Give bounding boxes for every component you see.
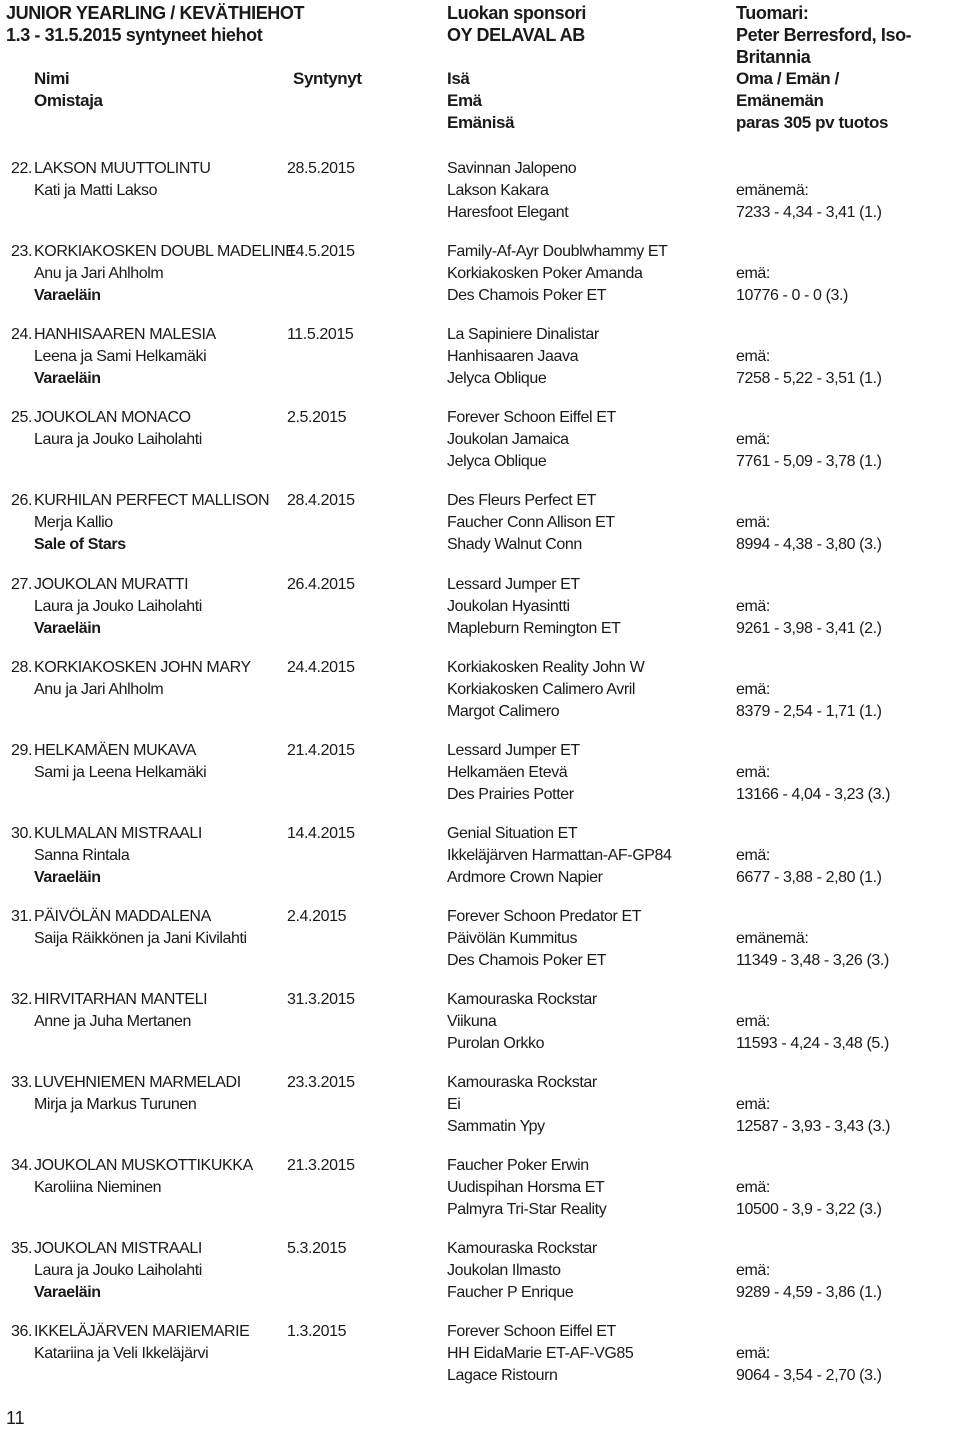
col-header-sire: Isä <box>447 69 470 88</box>
dams-sire-name: Des Chamois Poker ET <box>447 952 607 969</box>
sale-status: Varaeläin <box>34 287 101 304</box>
owner-name: Leena ja Sami Helkamäki <box>34 348 207 365</box>
sire-name: Kamouraska Rockstar <box>447 991 597 1008</box>
animal-name: IKKELÄJÄRVEN MARIEMARIE <box>34 1323 250 1340</box>
production-record: 10500 - 3,9 - 3,22 (3.) <box>736 1201 882 1218</box>
col-header-owner: Omistaja <box>34 91 103 110</box>
entry-row <box>0 657 960 727</box>
dams-sire-name: Jelyca Oblique <box>447 453 547 470</box>
sale-status: Sale of Stars <box>34 536 126 553</box>
dams-sire-name: Des Prairies Potter <box>447 786 574 803</box>
dam-name: Helkamäen Etevä <box>447 764 568 781</box>
sponsor-block <box>447 2 586 46</box>
production-record: 9289 - 4,59 - 3,86 (1.) <box>736 1284 882 1301</box>
production-record: 7761 - 5,09 - 3,78 (1.) <box>736 453 882 470</box>
sire-name: Kamouraska Rockstar <box>447 1240 597 1257</box>
owner-name: Karoliina Nieminen <box>34 1179 162 1196</box>
entry-number: 22. <box>11 160 33 177</box>
col-header-record-1: Oma / Emän / <box>736 69 839 88</box>
entry-number: 28. <box>11 659 33 676</box>
production-record: 9064 - 3,54 - 2,70 (3.) <box>736 1367 882 1384</box>
col-header-pedigree <box>447 68 514 134</box>
dams-sire-name: Shady Walnut Conn <box>447 536 582 553</box>
col-header-born <box>293 68 362 90</box>
class-title: JUNIOR YEARLING / KEVÄTHIEHOT <box>6 3 305 23</box>
col-header-dam: Emä <box>447 91 482 110</box>
owner-name: Katariina ja Veli Ikkeläjärvi <box>34 1345 209 1362</box>
dam-name: HH EidaMarie ET-AF-VG85 <box>447 1345 634 1362</box>
birth-date: 5.3.2015 <box>287 1240 347 1257</box>
production-record: 9261 - 3,98 - 3,41 (2.) <box>736 620 882 637</box>
entry-number: 36. <box>11 1323 33 1340</box>
animal-name: HANHISAAREN MALESIA <box>34 326 216 343</box>
birth-date: 31.3.2015 <box>287 991 355 1008</box>
owner-name: Kati ja Matti Lakso <box>34 182 158 199</box>
record-label: emä: <box>736 847 770 864</box>
sale-status: Varaeläin <box>34 869 101 886</box>
dams-sire-name: Jelyca Oblique <box>447 370 547 387</box>
entry-row <box>0 906 960 976</box>
entry-row <box>0 490 960 560</box>
record-label: emä: <box>736 681 770 698</box>
animal-name: JOUKOLAN MUSKOTTIKUKKA <box>34 1157 253 1174</box>
production-record: 6677 - 3,88 - 2,80 (1.) <box>736 869 882 886</box>
production-record: 8994 - 4,38 - 3,80 (3.) <box>736 536 882 553</box>
dams-sire-name: Mapleburn Remington ET <box>447 620 621 637</box>
production-record: 11349 - 3,48 - 3,26 (3.) <box>736 952 889 969</box>
sire-name: Forever Schoon Eiffel ET <box>447 1323 616 1340</box>
entry-number: 31. <box>11 908 33 925</box>
birth-date: 14.5.2015 <box>287 243 355 260</box>
entry-row <box>0 324 960 394</box>
owner-name: Laura ja Jouko Laiholahti <box>34 598 202 615</box>
col-header-dams-sire: Emänisä <box>447 113 515 132</box>
record-label: emä: <box>736 265 770 282</box>
dam-name: Korkiakosken Calimero Avril <box>447 681 636 698</box>
entry-number: 23. <box>11 243 33 260</box>
entry-row <box>0 989 960 1059</box>
owner-name: Anu ja Jari Ahlholm <box>34 265 164 282</box>
birth-date: 2.5.2015 <box>287 409 347 426</box>
entry-row <box>0 740 960 810</box>
sire-name: Korkiakosken Reality John W <box>447 659 645 676</box>
record-label: emä: <box>736 1262 770 1279</box>
dam-name: Ikkeläjärven Harmattan-AF-GP84 <box>447 847 672 864</box>
entry-number: 34. <box>11 1157 33 1174</box>
dams-sire-name: Ardmore Crown Napier <box>447 869 603 886</box>
dams-sire-name: Sammatin Ypy <box>447 1118 545 1135</box>
record-label: emä: <box>736 1179 770 1196</box>
dam-name: Joukolan Hyasintti <box>447 598 570 615</box>
entry-row <box>0 574 960 644</box>
class-dates: 1.3 - 31.5.2015 syntyneet hiehot <box>6 25 263 45</box>
record-label: emä: <box>736 764 770 781</box>
owner-name: Saija Räikkönen ja Jani Kivilahti <box>34 930 247 947</box>
dam-name: Päivölän Kummitus <box>447 930 578 947</box>
birth-date: 21.3.2015 <box>287 1157 355 1174</box>
entry-number: 29. <box>11 742 33 759</box>
sale-status: Varaeläin <box>34 1284 101 1301</box>
production-record: 7258 - 5,22 - 3,51 (1.) <box>736 370 882 387</box>
sponsor-label: Luokan sponsori <box>447 3 587 23</box>
col-header-record-2: Emänemän <box>736 91 824 110</box>
birth-date: 24.4.2015 <box>287 659 355 676</box>
owner-name: Sami ja Leena Helkamäki <box>34 764 207 781</box>
dams-sire-name: Lagace Ristourn <box>447 1367 558 1384</box>
production-record: 11593 - 4,24 - 3,48 (5.) <box>736 1035 889 1052</box>
dam-name: Korkiakosken Poker Amanda <box>447 265 643 282</box>
entry-number: 32. <box>11 991 33 1008</box>
judge-name: Peter Berresford, Iso-Britannia <box>736 25 912 67</box>
class-title-block <box>6 2 304 46</box>
owner-name: Anne ja Juha Mertanen <box>34 1013 192 1030</box>
col-header-name-owner <box>34 68 103 112</box>
record-label: emänemä: <box>736 182 809 199</box>
sire-name: Forever Schoon Predator ET <box>447 908 642 925</box>
entry-number: 35. <box>11 1240 33 1257</box>
record-label: emä: <box>736 598 770 615</box>
birth-date: 26.4.2015 <box>287 576 355 593</box>
dam-name: Ei <box>447 1096 461 1113</box>
birth-date: 1.3.2015 <box>287 1323 347 1340</box>
entry-number: 25. <box>11 409 33 426</box>
entry-row <box>0 823 960 893</box>
sire-name: Lessard Jumper ET <box>447 742 580 759</box>
sire-name: Des Fleurs Perfect ET <box>447 492 596 509</box>
sire-name: La Sapiniere Dinalistar <box>447 326 599 343</box>
record-label: emä: <box>736 1345 770 1362</box>
production-record: 13166 - 4,04 - 3,23 (3.) <box>736 786 891 803</box>
animal-name: JOUKOLAN MURATTI <box>34 576 189 593</box>
entry-row <box>0 1238 960 1308</box>
animal-name: KURHILAN PERFECT MALLISON <box>34 492 270 509</box>
animal-name: JOUKOLAN MONACO <box>34 409 191 426</box>
owner-name: Mirja ja Markus Turunen <box>34 1096 197 1113</box>
sire-name: Lessard Jumper ET <box>447 576 580 593</box>
col-header-born-label: Syntynyt <box>293 69 362 88</box>
dams-sire-name: Des Chamois Poker ET <box>447 287 607 304</box>
owner-name: Merja Kallio <box>34 514 113 531</box>
judge-label: Tuomari: <box>736 3 809 23</box>
dams-sire-name: Purolan Orkko <box>447 1035 545 1052</box>
sire-name: Faucher Poker Erwin <box>447 1157 589 1174</box>
birth-date: 11.5.2015 <box>287 326 354 343</box>
dams-sire-name: Palmyra Tri-Star Reality <box>447 1201 607 1218</box>
entry-row <box>0 1072 960 1142</box>
sire-name: Forever Schoon Eiffel ET <box>447 409 616 426</box>
animal-name: HIRVITARHAN MANTELI <box>34 991 208 1008</box>
dams-sire-name: Haresfoot Elegant <box>447 204 569 221</box>
dam-name: Faucher Conn Allison ET <box>447 514 615 531</box>
entry-number: 33. <box>11 1074 33 1091</box>
animal-name: KORKIAKOSKEN JOHN MARY <box>34 659 251 676</box>
animal-name: KORKIAKOSKEN DOUBL MADELINE <box>34 243 296 260</box>
owner-name: Laura ja Jouko Laiholahti <box>34 1262 202 1279</box>
col-header-record-3: paras 305 pv tuotos <box>736 113 889 132</box>
animal-name: HELKAMÄEN MUKAVA <box>34 742 196 759</box>
dam-name: Viikuna <box>447 1013 497 1030</box>
sponsor-name: OY DELAVAL AB <box>447 25 585 45</box>
dam-name: Hanhisaaren Jaava <box>447 348 579 365</box>
dam-name: Lakson Kakara <box>447 182 549 199</box>
animal-name: PÄIVÖLÄN MADDALENA <box>34 908 211 925</box>
dam-name: Joukolan Ilmasto <box>447 1262 561 1279</box>
owner-name: Laura ja Jouko Laiholahti <box>34 431 202 448</box>
entry-row <box>0 1321 960 1391</box>
sale-status: Varaeläin <box>34 370 101 387</box>
birth-date: 28.4.2015 <box>287 492 355 509</box>
entry-row <box>0 158 960 228</box>
entry-number: 24. <box>11 326 33 343</box>
judge-block <box>736 2 960 68</box>
entry-row <box>0 1155 960 1225</box>
animal-name: JOUKOLAN MISTRAALI <box>34 1240 202 1257</box>
birth-date: 14.4.2015 <box>287 825 355 842</box>
dams-sire-name: Margot Calimero <box>447 703 560 720</box>
entry-number: 30. <box>11 825 33 842</box>
production-record: 12587 - 3,93 - 3,43 (3.) <box>736 1118 891 1135</box>
owner-name: Anu ja Jari Ahlholm <box>34 681 164 698</box>
entry-row <box>0 241 960 311</box>
record-label: emä: <box>736 431 770 448</box>
birth-date: 23.3.2015 <box>287 1074 355 1091</box>
sire-name: Savinnan Jalopeno <box>447 160 577 177</box>
col-header-name: Nimi <box>34 69 70 88</box>
page-number: 11 <box>6 1408 25 1428</box>
dam-name: Uudispihan Horsma ET <box>447 1179 605 1196</box>
production-record: 8379 - 2,54 - 1,71 (1.) <box>736 703 882 720</box>
entry-row <box>0 407 960 477</box>
animal-name: KULMALAN MISTRAALI <box>34 825 202 842</box>
record-label: emä: <box>736 1013 770 1030</box>
birth-date: 28.5.2015 <box>287 160 355 177</box>
col-header-record <box>736 68 888 134</box>
animal-name: LUVEHNIEMEN MARMELADI <box>34 1074 241 1091</box>
dam-name: Joukolan Jamaica <box>447 431 569 448</box>
record-label: emänemä: <box>736 930 809 947</box>
record-label: emä: <box>736 514 770 531</box>
dams-sire-name: Faucher P Enrique <box>447 1284 574 1301</box>
record-label: emä: <box>736 1096 770 1113</box>
sire-name: Kamouraska Rockstar <box>447 1074 597 1091</box>
sale-status: Varaeläin <box>34 620 101 637</box>
animal-name: LAKSON MUUTTOLINTU <box>34 160 211 177</box>
sire-name: Genial Situation ET <box>447 825 578 842</box>
birth-date: 21.4.2015 <box>287 742 355 759</box>
entry-number: 27. <box>11 576 33 593</box>
entry-number: 26. <box>11 492 33 509</box>
owner-name: Sanna Rintala <box>34 847 130 864</box>
production-record: 7233 - 4,34 - 3,41 (1.) <box>736 204 882 221</box>
sire-name: Family-Af-Ayr Doublwhammy ET <box>447 243 668 260</box>
birth-date: 2.4.2015 <box>287 908 347 925</box>
record-label: emä: <box>736 348 770 365</box>
production-record: 10776 - 0 - 0 (3.) <box>736 287 848 304</box>
